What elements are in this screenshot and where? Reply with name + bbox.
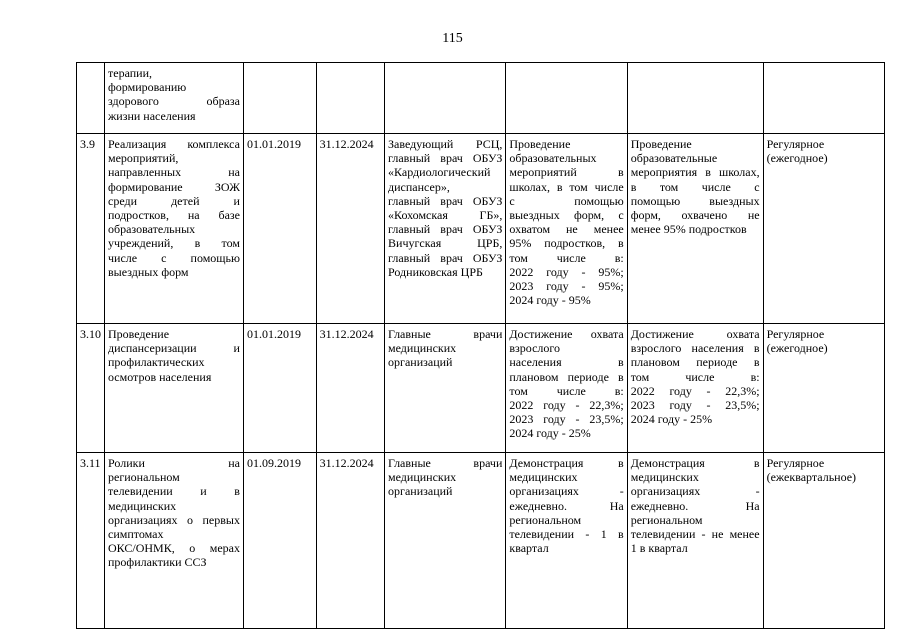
- cell-text-line: организаций: [388, 355, 453, 370]
- cell-text-line: организациях -: [630, 484, 760, 499]
- cell-text-line: телевидении - не менее: [630, 527, 760, 542]
- cell-text-line: плановом периоде в: [509, 369, 624, 384]
- cell-text-line: Реализация комплекса: [108, 137, 240, 151]
- cell-text-line: профилактики ССЗ: [108, 555, 207, 570]
- cell-text-line: Демонстрация в: [630, 456, 760, 470]
- activity-name-cell: [105, 134, 244, 324]
- result-cell: [627, 453, 763, 629]
- cell-text-line: 2022 году - 22,3%;: [509, 398, 624, 413]
- cell-text-line: медицинских: [108, 498, 177, 513]
- end-date-cell: [316, 453, 384, 629]
- cell-text-line: том числе в:: [630, 369, 760, 384]
- cell-text-line: организациях о первых: [108, 512, 240, 527]
- cell-text-line: «Кохомская ГБ»,: [388, 208, 503, 223]
- cell-text-line: телевидении и в: [108, 484, 240, 499]
- cell-text-line: «Кардиологический: [388, 165, 491, 180]
- table-row: [77, 324, 885, 453]
- cell-text-line: медицинских: [509, 470, 578, 485]
- cell-text: 3.9: [80, 137, 95, 151]
- periodicity-cell: [763, 324, 884, 453]
- cell-text-line: главный врач ОБУЗ: [388, 193, 503, 208]
- item-number-cell: [77, 134, 105, 324]
- start-date-cell: [243, 134, 316, 324]
- responsible-cell: [385, 63, 506, 134]
- cell-text-line: плановом периоде в: [630, 355, 760, 370]
- cell-text-line: диспансер»,: [388, 179, 450, 194]
- cell-text: 01.01.2019: [246, 327, 301, 341]
- cell-text-line: 2023 году - 23,5%;: [509, 412, 624, 427]
- cell-text-line: в том числе с: [630, 179, 760, 194]
- cell-text-line: выездных форм, с: [509, 208, 624, 223]
- responsible-cell: [385, 453, 506, 629]
- cell-text-line: региональном: [108, 470, 180, 485]
- cell-text-line: Достижение охвата: [630, 327, 760, 341]
- cell-text: 31.12.2024: [319, 456, 374, 470]
- cell-text-line: главный врач ОБУЗ: [388, 250, 503, 265]
- target-indicator-cell: [506, 134, 627, 324]
- cell-text-line: выездных форм: [108, 264, 189, 279]
- activity-name-cell: [105, 63, 244, 134]
- cell-text-line: помощью выездных: [630, 193, 760, 208]
- target-indicator-cell: [506, 63, 627, 134]
- cell-text: Регулярное (ежеквартальное): [766, 456, 857, 485]
- cell-text: 3.11: [80, 456, 101, 470]
- end-date-cell: [316, 63, 384, 134]
- periodicity-cell: [763, 134, 884, 324]
- cell-text-line: образовательные: [630, 151, 718, 166]
- cell-text-line: жизни населения: [108, 108, 196, 123]
- cell-text-line: взрослого: [509, 341, 561, 356]
- cell-text-line: организациях -: [509, 484, 624, 499]
- cell-text-line: образовательных: [509, 151, 597, 166]
- cell-text-line: 2022 году - 22,3%;: [630, 383, 760, 398]
- cell-text-line: направленных на: [108, 165, 240, 180]
- cell-text-line: Родниковская ЦРБ: [388, 264, 483, 279]
- cell-text-line: организаций: [388, 484, 453, 499]
- result-cell: [627, 324, 763, 453]
- cell-text-line: числе с помощью: [108, 250, 240, 265]
- cell-text-line: Ролики на: [108, 456, 240, 470]
- target-indicator-cell: [506, 324, 627, 453]
- cell-text-line: том числе в:: [509, 383, 624, 398]
- cell-text: Регулярное (ежегодное): [766, 327, 828, 356]
- cell-text-line: с помощью: [509, 193, 624, 208]
- cell-text-line: 1 в квартал: [630, 541, 688, 556]
- cell-text-line: 2024 году - 95%: [509, 293, 591, 308]
- cell-text-line: Проведение: [108, 327, 170, 341]
- cell-text-line: 2022 году - 95%;: [509, 264, 624, 279]
- cell-text-line: Вичугская ЦРБ,: [388, 236, 503, 251]
- cell-text-line: осмотров населения: [108, 369, 212, 384]
- cell-text-line: учреждений, в том: [108, 236, 240, 251]
- cell-text-line: форм, охвачено не: [630, 208, 760, 223]
- cell-text-line: региональном: [630, 512, 703, 527]
- cell-text-line: менее 95% подростков: [630, 222, 747, 237]
- cell-text-line: Проведение: [509, 137, 571, 151]
- cell-text-line: мероприятий,: [108, 151, 179, 166]
- start-date-cell: [243, 63, 316, 134]
- cell-text-line: мероприятий в: [509, 165, 624, 180]
- cell-text: 01.01.2019: [246, 137, 301, 151]
- cell-text-line: мероприятия в школах,: [630, 165, 760, 180]
- cell-text-line: образовательных: [108, 222, 196, 237]
- cell-text-line: Главные врачи: [388, 456, 503, 470]
- end-date-cell: [316, 324, 384, 453]
- cell-text-line: Достижение охвата: [509, 327, 624, 341]
- cell-text-line: 2023 году - 95%;: [509, 279, 624, 294]
- cell-text-line: телевидении - 1 в: [509, 527, 624, 542]
- page-number: 115: [442, 31, 463, 46]
- activity-name-cell: [105, 453, 244, 629]
- cell-text-line: 95% подростков, в: [509, 236, 624, 251]
- activities-table: [76, 62, 885, 629]
- table-row: [77, 63, 885, 134]
- cell-text-line: населения в: [509, 355, 624, 370]
- responsible-cell: [385, 134, 506, 324]
- table-row: [77, 453, 885, 629]
- cell-text-line: Заведующий РСЦ,: [388, 137, 503, 151]
- cell-text-line: формирование ЗОЖ: [108, 179, 240, 194]
- periodicity-cell: [763, 453, 884, 629]
- cell-text-line: региональном: [509, 512, 582, 527]
- cell-text: 31.12.2024: [319, 327, 374, 341]
- table-body: [77, 63, 885, 629]
- cell-text: Регулярное (ежегодное): [766, 137, 828, 166]
- cell-text-line: подростков, на базе: [108, 208, 240, 223]
- cell-text-line: профилактических: [108, 355, 205, 370]
- cell-text-line: взрослого населения в: [630, 341, 760, 356]
- item-number-cell: [77, 63, 105, 134]
- cell-text-line: Главные врачи: [388, 327, 503, 341]
- start-date-cell: [243, 453, 316, 629]
- cell-text-line: диспансеризации и: [108, 341, 240, 356]
- cell-text-line: охватом не менее: [509, 222, 624, 237]
- cell-text-line: ежедневно. На: [630, 498, 760, 513]
- cell-text-line: терапии,: [108, 66, 153, 80]
- cell-text: 3.10: [80, 327, 101, 341]
- cell-text-line: квартал: [509, 541, 549, 556]
- end-date-cell: [316, 134, 384, 324]
- cell-text-line: ОКС/ОНМК, о мерах: [108, 541, 240, 556]
- cell-text: 01.09.2019: [246, 456, 301, 470]
- item-number-cell: [77, 453, 105, 629]
- cell-text-line: симптомах: [108, 527, 164, 542]
- cell-text: 31.12.2024: [319, 137, 374, 151]
- cell-text-line: 2023 году - 23,5%;: [630, 398, 760, 413]
- table-row: [77, 134, 885, 324]
- periodicity-cell: [763, 63, 884, 134]
- cell-text-line: 2024 году - 25%: [509, 426, 591, 441]
- cell-text-line: Демонстрация в: [509, 456, 624, 470]
- activity-name-cell: [105, 324, 244, 453]
- cell-text-line: главный врач ОБУЗ: [388, 151, 503, 166]
- cell-text-line: медицинских: [630, 470, 699, 485]
- cell-text-line: формированию: [108, 80, 187, 95]
- target-indicator-cell: [506, 453, 627, 629]
- cell-text-line: главный врач ОБУЗ: [388, 222, 503, 237]
- cell-text-line: медицинских: [388, 341, 457, 356]
- cell-text-line: здорового образа: [108, 94, 240, 109]
- cell-text-line: Проведение: [630, 137, 692, 151]
- result-cell: [627, 63, 763, 134]
- responsible-cell: [385, 324, 506, 453]
- cell-text-line: том числе в:: [509, 250, 624, 265]
- cell-text-line: 2024 году - 25%: [630, 412, 713, 427]
- result-cell: [627, 134, 763, 324]
- start-date-cell: [243, 324, 316, 453]
- item-number-cell: [77, 324, 105, 453]
- cell-text-line: медицинских: [388, 470, 457, 485]
- cell-text-line: школах, в том числе: [509, 179, 624, 194]
- cell-text-line: среди детей и: [108, 193, 240, 208]
- cell-text-line: ежедневно. На: [509, 498, 624, 513]
